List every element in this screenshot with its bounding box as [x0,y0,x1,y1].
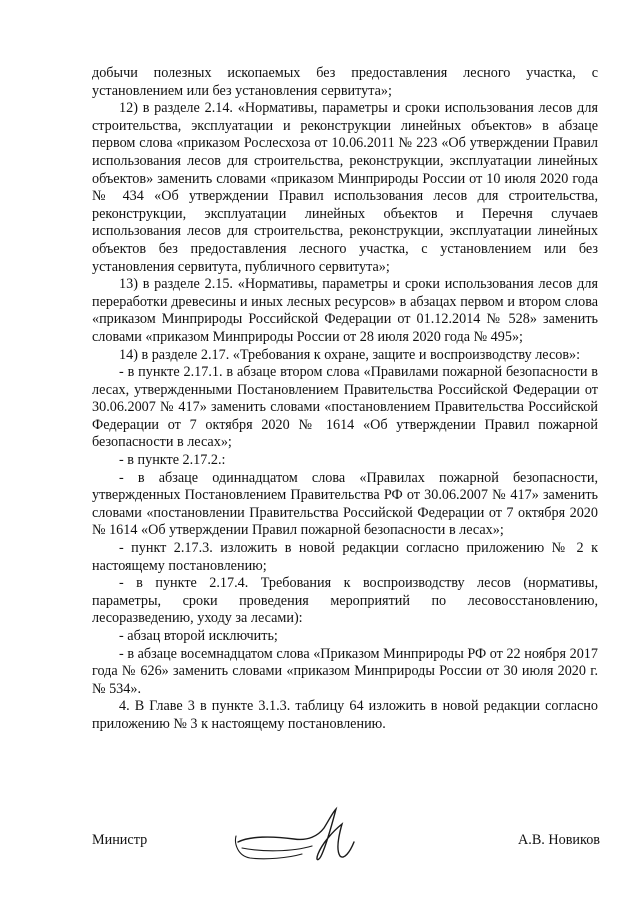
paragraph-2-17-4: - в пункте 2.17.4. Требования к воспроизводству лесов (нормативы, параметры, сроки проведения мероприятий по лесовосстановлению, лесоразведению, уходу за лесами): [92,575,598,627]
paragraph-2-17-1: - в пункте 2.17.1. в абзаце втором слова «Правилами пожарной безопасности в лесах, утвержденными Постановлением Правительства Российской Федерации от 30.06.2007 № 417» заменить словами «постановлением Правительства Российской Федерации от 7 октября 2020 № 1614 «Об утверждении Правил пожарной безопасности в лесах»; [92,364,598,451]
paragraph-item-14: 14) в разделе 2.17. «Требования к охране, защите и воспроизводству лесов»: [119,346,581,363]
signatory-position: Министр [92,832,148,848]
paragraph-item-4: 4. В Главе 3 в пункте 3.1.3. таблицу 64 изложить в новой редакции согласно приложению № 3 к настоящему постановлению. [92,698,598,732]
paragraph-abzac-18: - в абзаце восемнадцатом слова «Приказом Минприроды РФ от 22 ноября 2017 года № 626» заменить словами «приказом Минприроды России от 30 июля 2020 г. № 534». [92,645,598,697]
signatory-name: А.В. Новиков [518,832,600,848]
handwritten-signature [232,806,372,866]
document-body [92,65,598,734]
paragraph-2-17-2: - в пункте 2.17.2.: [119,452,226,469]
paragraph-continuation: добычи полезных ископаемых без предоставления лесного участка, с установлением или без установления сервитута»; [92,65,598,99]
paragraph-item-12: 12) в разделе 2.14. «Нормативы, параметры и сроки использования лесов для строительства, эксплуатации и реконструкции линейных объектов» в абзаце первом слова «приказом Рослесхоза от 10.06.2011 № 223 «Об утверждении Правил использования лесов для строительства, реконструкции, эксплуатации линейных объектов» заменить словами «приказом Минприроды России от 10 июля 2020 года № 434 «Об утверждении Правил использования лесов для строительства, реконструкции, эксплуатации линейных объектов и Перечня случаев использования лесов для строительства, реконструкции, эксплуатации линейных объектов без предоставления лесного участка, с установлением или без установления сервитута, публичного сервитута»; [92,100,598,275]
paragraph-abzac-2: - абзац второй исключить; [119,628,278,644]
paragraph-abzac-11: - в абзаце одиннадцатом слова «Правилах пожарной безопасности, утвержденных Постановлением Правительства РФ от 30.06.2007 № 417» заменить словами «постановлении Правительства Российской Федерации от 7 октября 2020 № 1614 «Об утверждении Правил пожарной безопасности в лесах»; [92,469,598,539]
paragraph-2-17-3: - пункт 2.17.3. изложить в новой редакции согласно приложению № 2 к настоящему постановлению; [92,540,598,574]
paragraph-item-13: 13) в разделе 2.15. «Нормативы, параметры и сроки использования лесов для переработки древесины и иных лесных ресурсов» в абзацах первом и втором слова «приказом Минприроды Российской Федерации от 01.12.2014 № 528» заменить словами «приказом Минприроды России от 28 июля 2020 года № 495»; [92,276,598,345]
